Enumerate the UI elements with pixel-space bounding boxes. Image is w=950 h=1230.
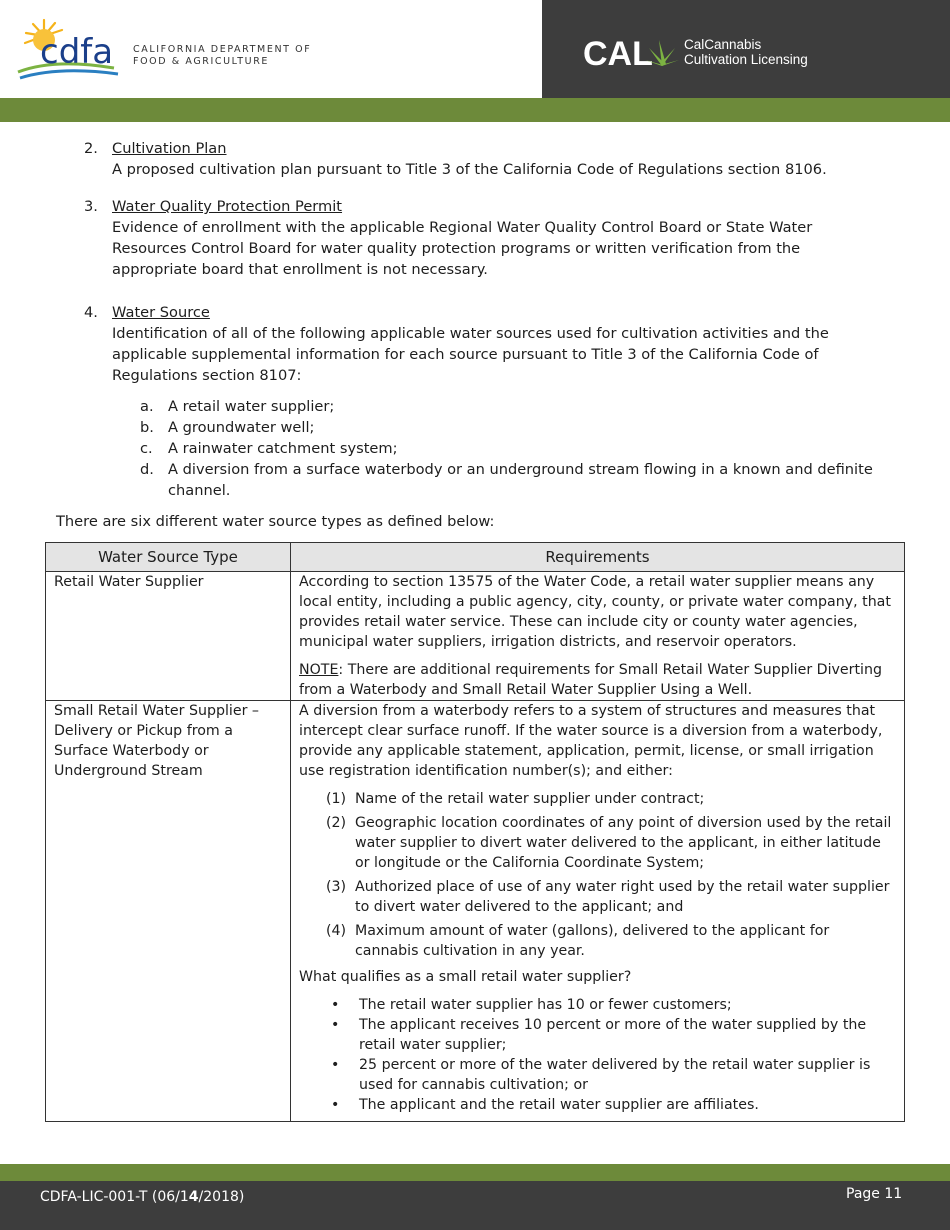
- list-item: [140, 459, 900, 501]
- cal-sub-line-2: Cultivation Licensing: [684, 52, 808, 67]
- requirements-text: A diversion from a waterbody refers to a system of structures and measures that intercept clear surface runoff. If the water source is a diversion from a waterbody, provide any applicable statement, application, permit, license, or small irrigation use registration identification number(s); and either:: [299, 703, 883, 779]
- list-item: [140, 438, 900, 459]
- water-source-list: [140, 396, 900, 501]
- item-title: Water Source: [112, 304, 210, 321]
- item-number: 2.: [84, 140, 98, 157]
- list-item: • The applicant receives 10 percent or more of the water supplied by the retail water supplier;: [299, 1015, 896, 1055]
- column-header-requirements: Requirements: [291, 543, 905, 572]
- qualification-bullet-list: [299, 995, 896, 1115]
- note-text: : There are additional requirements for Small Retail Water Supplier Diverting from a Waterbody and Small Retail Water Supplier Using a Well.: [299, 662, 882, 698]
- cal-sub-line-1: CalCannabis: [684, 37, 762, 52]
- item-text: A proposed cultivation plan pursuant to Title 3 of the California Code of Regulations section 8106.: [112, 161, 827, 178]
- form-number-bold: 4: [188, 1189, 199, 1205]
- page-number: Page 11: [846, 1186, 903, 1202]
- requirements-cell: [291, 701, 905, 1122]
- qualification-question: What qualifies as a small retail water supplier?: [299, 969, 632, 985]
- list-letter: b.: [140, 419, 154, 436]
- item-number: 4.: [84, 304, 98, 321]
- list-text: A diversion from a surface waterbody or an underground stream flowing in a known and definite channel.: [168, 461, 873, 499]
- table-row: [46, 572, 905, 701]
- column-header-type: Water Source Type: [46, 543, 291, 572]
- cdfa-sub-line-2: FOOD & AGRICULTURE: [133, 56, 270, 67]
- list-number: (2): [326, 815, 347, 831]
- note-label: NOTE: [299, 662, 339, 678]
- water-source-table: [45, 542, 905, 1122]
- item-title: Water Quality Protection Permit: [112, 198, 343, 215]
- list-number: (4): [326, 923, 347, 939]
- form-number: [40, 1189, 244, 1205]
- table-intro-text: There are six different water source types as defined below:: [56, 513, 495, 530]
- table-header-row: [46, 543, 905, 572]
- item-text: Identification of all of the following applicable water sources used for cultivation activities and the applicable supplemental information for each source pursuant to Title 3 of the California Code of Regulations section 8107:: [112, 325, 829, 384]
- calcannabis-program-name: [684, 37, 808, 67]
- list-item: [140, 396, 900, 417]
- item-text: Evidence of enrollment with the applicable Regional Water Quality Control Board or State Water Resources Control Board for water quality protection programs or written verification from the appropriate board that enrollment is not necessary.: [112, 219, 813, 278]
- list-item: [299, 813, 896, 873]
- requirements-cell: [291, 572, 905, 701]
- list-item: [299, 877, 896, 917]
- list-item: [299, 921, 896, 961]
- form-number-prefix: CDFA-LIC-001-T (06/1: [40, 1189, 189, 1205]
- list-item: • The applicant and the retail water supplier are affiliates.: [299, 1095, 896, 1115]
- note-paragraph: [299, 660, 896, 700]
- list-number: (1): [326, 791, 347, 807]
- item-title: Cultivation Plan: [112, 140, 227, 157]
- list-text: A rainwater catchment system;: [168, 440, 398, 457]
- cdfa-wordmark: cdfa: [40, 32, 114, 72]
- list-text: Authorized place of use of any water right used by the retail water supplier to divert water delivered to the applicant; and: [355, 879, 890, 915]
- list-item: [140, 417, 900, 438]
- cal-wordmark: CAL: [583, 35, 653, 73]
- source-type-cell: Retail Water Supplier: [46, 572, 291, 701]
- numbered-requirements-list: [299, 789, 896, 961]
- numbered-item-3: [84, 196, 884, 280]
- list-letter: c.: [140, 440, 153, 457]
- footer-green-band: [0, 1164, 950, 1181]
- source-type-cell: Small Retail Water Supplier – Delivery or Pickup from a Surface Waterbody or Underground Stream: [46, 701, 291, 1122]
- list-text: A retail water supplier;: [168, 398, 335, 415]
- list-text: Name of the retail water supplier under contract;: [355, 791, 705, 807]
- item-number: 3.: [84, 198, 98, 215]
- list-text: A groundwater well;: [168, 419, 315, 436]
- cdfa-sub-line-1: CALIFORNIA DEPARTMENT OF: [133, 44, 312, 55]
- list-text: Geographic location coordinates of any point of diversion used by the retail water supplier to divert water delivered to the applicant, in either latitude or longitude or the California Coordinate System;: [355, 815, 892, 871]
- list-letter: a.: [140, 398, 154, 415]
- requirements-text: According to section 13575 of the Water Code, a retail water supplier means any local entity, including a public agency, city, county, or private water company, that provides retail water service. These can include city or county water agencies, municipal water suppliers, irrigation districts, and reservoir operators.: [299, 574, 891, 650]
- list-item: • 25 percent or more of the water delivered by the retail water supplier is used for cannabis cultivation; or: [299, 1055, 896, 1095]
- page-footer: [0, 1181, 950, 1230]
- header-green-band: [0, 98, 950, 122]
- list-item: [299, 789, 896, 809]
- numbered-item-2: [84, 138, 884, 180]
- table-row: [46, 701, 905, 1122]
- list-number: (3): [326, 879, 347, 895]
- cdfa-logo-icon: [14, 14, 129, 86]
- calcannabis-logo-icon: [583, 34, 679, 74]
- list-text: Maximum amount of water (gallons), delivered to the applicant for cannabis cultivation in any year.: [355, 923, 830, 959]
- list-letter: d.: [140, 461, 154, 478]
- cdfa-department-name: [133, 44, 311, 68]
- numbered-item-4: [84, 302, 884, 386]
- list-item: • The retail water supplier has 10 or fewer customers;: [299, 995, 896, 1015]
- form-number-suffix: /2018): [198, 1189, 245, 1205]
